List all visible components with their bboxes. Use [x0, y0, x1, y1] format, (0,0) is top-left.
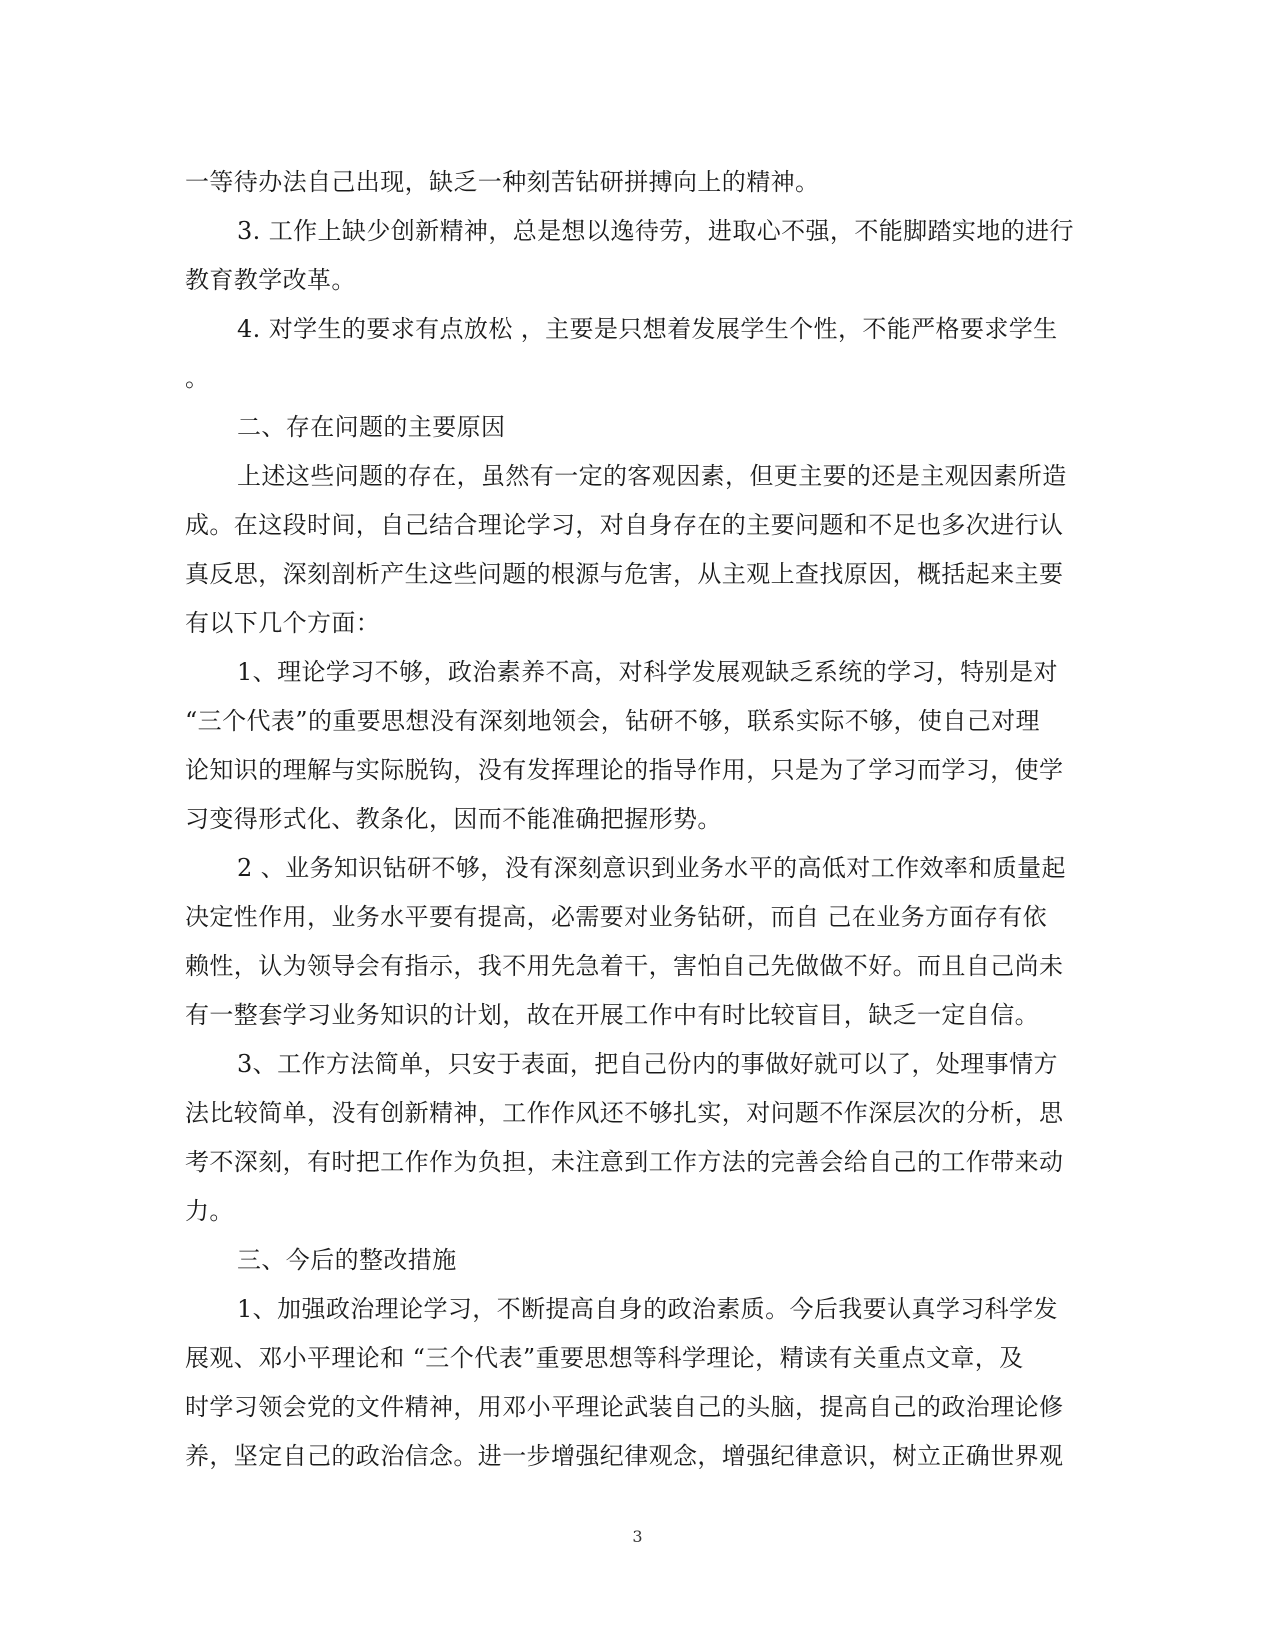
- text-line: “三个代表”的重要思想没有深刻地领会，钻研不够，联系实际不够，使自己对理: [185, 707, 1040, 735]
- text-line: 1、理论学习不够，政治素养不高，对科学发展观缺乏系统的学习，特别是对: [237, 658, 1058, 686]
- text-line: 1、加强政治理论学习，不断提高自身的政治素质。今后我要认真学习科学发: [237, 1295, 1058, 1323]
- text-line: 法比较简单，没有创新精神，工作作风还不够扎实，对问题不作深层次的分析，思: [185, 1099, 1064, 1127]
- text-line: 赖性，认为领导会有指示，我不用先急着干，害怕自己先做做不好。而且自己尚未: [185, 952, 1064, 980]
- text-line: 习变得形式化、教条化，因而不能准确把握形势。: [185, 805, 722, 833]
- text-line: 上述这些问题的存在，虽然有一定的客观因素，但更主要的还是主观因素所造: [237, 462, 1067, 490]
- text-line: 有一整套学习业务知识的计划，故在开展工作中有时比较盲目，缺乏一定自信。: [185, 1001, 1039, 1029]
- text-line: 教育教学改革。: [185, 266, 356, 294]
- body-text: [185, 158, 1085, 1481]
- text-line: 一等待办法自己出现，缺乏一种刻苦钻研拼搏向上的精神。: [185, 168, 820, 196]
- text-line: 有以下几个方面：: [185, 609, 381, 637]
- text-line: 考不深刻，有时把工作作为负担，未注意到工作方法的完善会给自己的工作带来动: [185, 1148, 1064, 1176]
- text-line: 3、工作方法简单，只安于表面，把自己份内的事做好就可以了，处理事情方: [237, 1050, 1058, 1078]
- text-line: 2 、业务知识钻研不够，没有深刻意识到业务水平的高低对工作效率和质量起: [237, 854, 1066, 882]
- text-line: 。: [185, 364, 210, 392]
- text-line: 成。在这段时间，自己结合理论学习，对自身存在的主要问题和不足也多次进行认: [185, 511, 1064, 539]
- text-line: 决定性作用，业务水平要有提高，必需要对业务钻研，而自 己在业务方面存有依: [185, 903, 1048, 931]
- text-line: 二、存在问题的主要原因: [237, 413, 506, 441]
- text-line: 4. 对学生的要求有点放松 ，主要是只想着发展学生个性，不能严格要求学生: [237, 315, 1058, 343]
- text-line: 3. 工作上缺少创新精神，总是想以逸待劳，进取心不强，不能脚踏实地的进行: [237, 217, 1074, 245]
- text-line: 论知识的理解与实际脱钩，没有发挥理论的指导作用，只是为了学习而学习，使学: [185, 756, 1064, 784]
- text-line: 真反思，深刻剖析产生这些问题的根源与危害，从主观上查找原因，概括起来主要: [185, 560, 1064, 588]
- text-line: 力。: [185, 1197, 234, 1225]
- text-line: 时学习领会党的文件精神，用邓小平理论武装自己的头脑，提高自己的政治理论修: [185, 1393, 1064, 1421]
- text-line: 养，坚定自己的政治信念。进一步增强纪律观念，增强纪律意识，树立正确世界观: [185, 1442, 1064, 1470]
- text-line: 展观、邓小平理论和 “三个代表”重要思想等科学理论，精读有关重点文章，及: [185, 1344, 1024, 1372]
- text-line: 三、今后的整改措施: [237, 1246, 457, 1274]
- page-number: 3: [632, 1527, 643, 1546]
